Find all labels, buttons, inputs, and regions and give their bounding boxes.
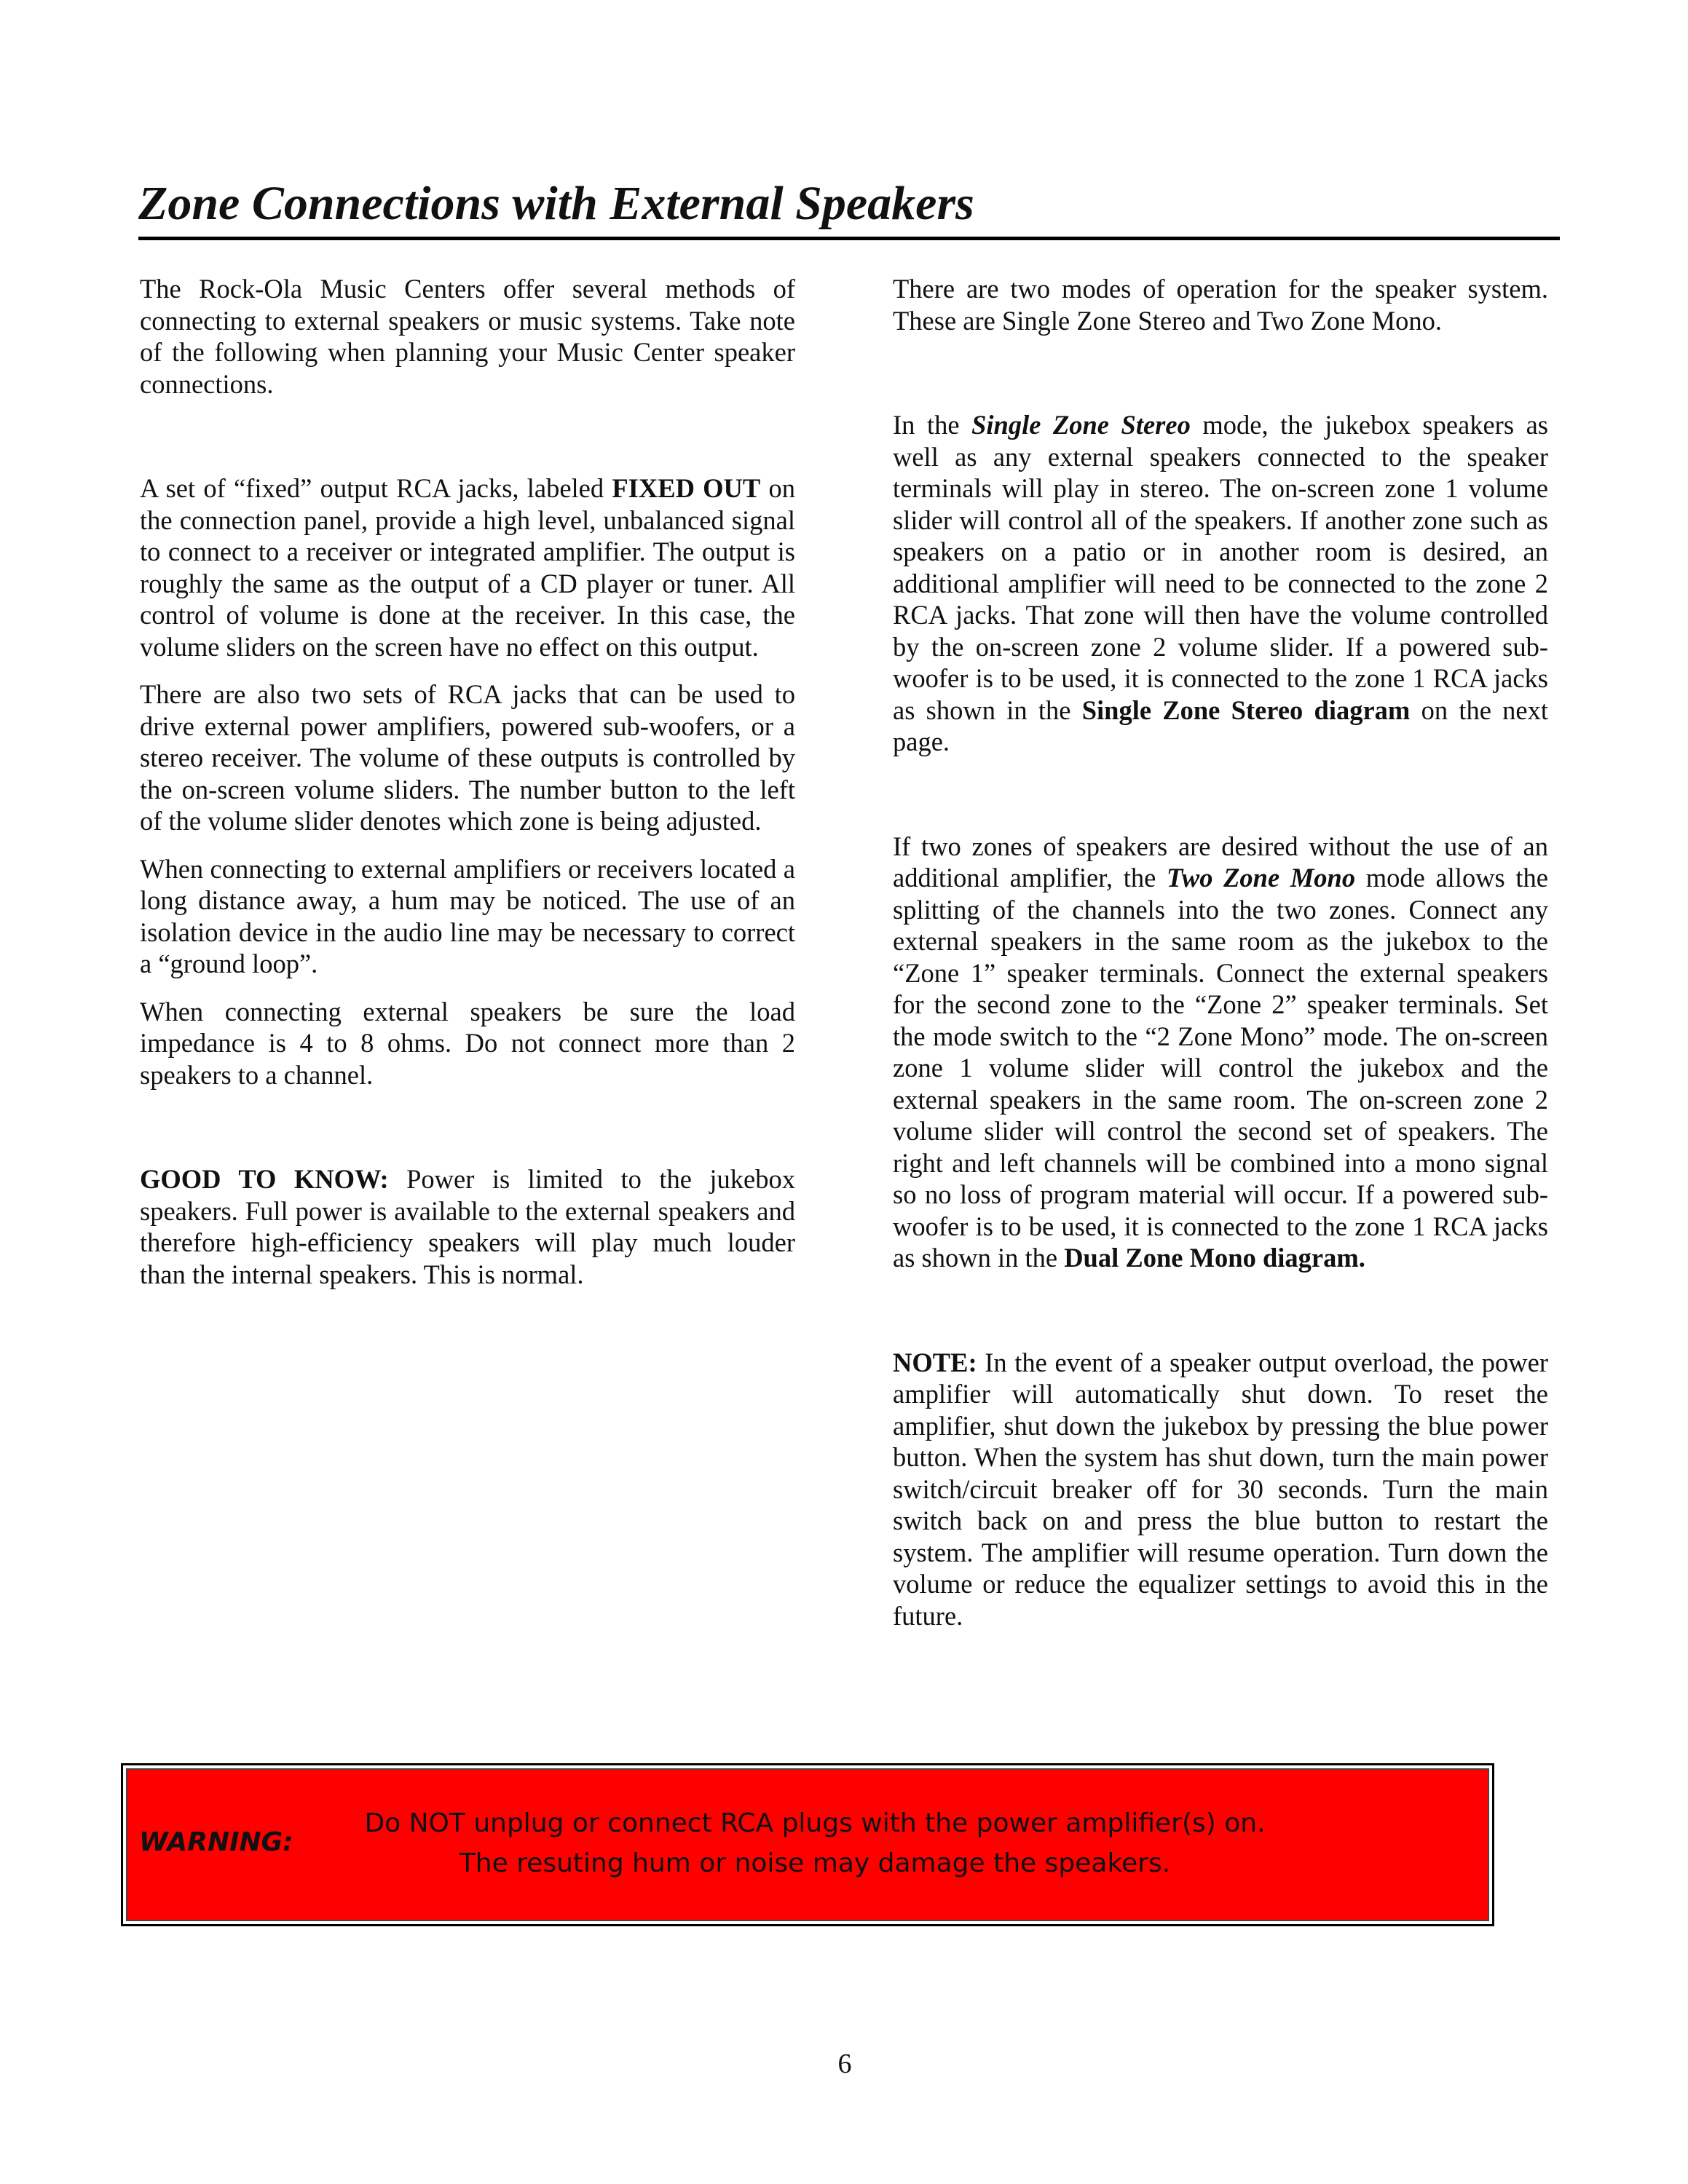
warning-text <box>342 1803 1288 1883</box>
warning-label: WARNING: <box>139 1827 293 1857</box>
paragraph-good-to-know: GOOD TO KNOW: Power is limited to the jukebox speakers. Full power is available to the external speakers and therefore high-efficiency speakers will play much louder than the internal speakers. This is normal. <box>140 1164 795 1289</box>
paragraph-intro: The Rock-Ola Music Centers offer several methods of connecting to external speakers or music systems. Take note of the following when planning your Music Center speaker connections. <box>140 274 795 399</box>
warning-line-2: The resuting hum or noise may damage the speakers. <box>459 1848 1171 1878</box>
paragraph-rca-jacks: There are also two sets of RCA jacks that can be used to drive external power amplifiers, powered sub-woofers, or a stereo receiver. The volume of these outputs is controlled by the on-screen volume sliders. The number button to the left of the volume slider denotes which zone is being adjusted. <box>140 679 795 836</box>
paragraph-two-zone-mono: If two zones of speakers are desired without the use of an additional amplifier, the Two Zone Mono mode allows the splitting of the channels into the two zones. Connect any external speakers in the same room as the jukebox to the “Zone 1” speaker terminals. Connect the external speakers for the second zone to the “Zone 2” speaker terminals. Set the mode switch to the “2 Zone Mono” mode. The on-screen zone 1 volume slider will control the jukebox and the external speakers in the same room. The on-screen zone 2 volume slider will control the second set of speakers. The right and left channels will be combined into a mono signal so no loss of program material will occur. If a powered sub-woofer is to be used, it is connected to the zone 1 RCA jacks as shown in the Dual Zone Mono diagram. <box>893 831 1548 1273</box>
note-label: NOTE: <box>893 1347 977 1377</box>
paragraph-modes: There are two modes of operation for the speaker system. These are Single Zone Stereo and Two Zone Mono. <box>893 274 1548 336</box>
paragraph-single-zone-stereo: In the Single Zone Stereo mode, the jukebox speakers as well as any external speakers connected to the speaker terminals will play in stereo. The on-screen zone 1 volume slider will control all of the speakers. If another zone such as speakers on a patio or in another room is desired, an additional amplifier will need to be connected to the zone 2 RCA jacks. That zone will then have the volume controlled by the on-screen zone 2 volume slider. If a powered sub-woofer is to be used, it is connected to the zone 1 RCA jacks as shown in the Single Zone Stereo diagram on the next page. <box>893 410 1549 756</box>
warning-line-1: Do NOT unplug or connect RCA plugs with the power amplifier(s) on. <box>364 1808 1266 1838</box>
fixed-out-label: FIXED OUT <box>612 473 761 503</box>
paragraph-impedance: When connecting external speakers be sure the load impedance is 4 to 8 ohms. Do not connect more than 2 speakers to a channel. <box>140 996 795 1090</box>
single-zone-diagram-ref: Single Zone Stereo diagram <box>1081 695 1411 725</box>
right-column <box>893 273 1548 1631</box>
paragraph-hum: When connecting to external amplifiers or receivers located a long distance away, a hum may be noticed. The use of an isolation device in the audio line may be necessary to correct a “ground loop”. <box>140 853 795 978</box>
two-zone-mono-term: Two Zone Mono <box>1166 863 1356 893</box>
title-underline <box>138 237 1560 240</box>
good-to-know-label: GOOD TO KNOW: <box>140 1164 389 1194</box>
page-number: 6 <box>837 2049 852 2079</box>
left-column <box>140 273 795 1290</box>
dual-zone-diagram-ref: Dual Zone Mono diagram. <box>1064 1243 1365 1273</box>
warning-box <box>121 1763 1494 1926</box>
single-zone-stereo-term: Single Zone Stereo <box>971 410 1191 440</box>
paragraph-note: NOTE: In the event of a speaker output overload, the power amplifier will automatically shut down. To reset the amplifier, shut down the jukebox by pressing the blue power button. When the system has shut down, turn the main power switch/circuit breaker off for 30 seconds. Turn the main switch back on and press the blue button to restart the system. The amplifier will resume operation. Turn down the volume or reduce the equalizer settings to avoid this in the future. <box>893 1347 1548 1631</box>
paragraph-fixed-out: A set of “fixed” output RCA jacks, labeled FIXED OUT on the connection panel, provide a high level, unbalanced signal to connect to a receiver or integrated amplifier. The output is roughly the same as the output of a CD player or tuner. All control of volume is done at the receiver. In this case, the volume sliders on the screen have no effect on this output. <box>140 473 795 662</box>
page-title: Zone Connections with External Speakers <box>138 177 974 230</box>
